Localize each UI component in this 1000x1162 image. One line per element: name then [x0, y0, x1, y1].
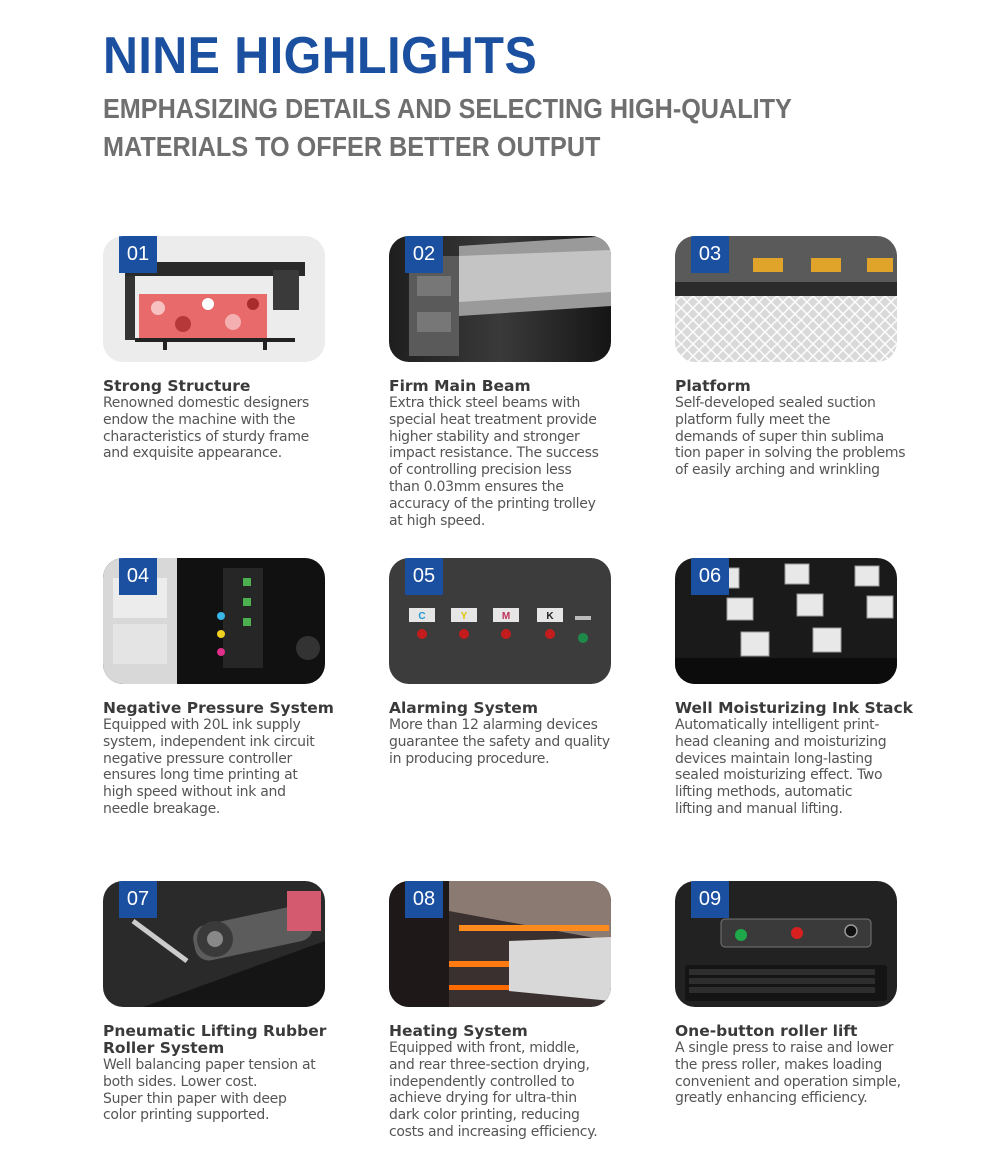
highlight-card-09 — [675, 881, 975, 1107]
panel-label-y: Y — [460, 611, 468, 622]
highlight-title: Alarming System — [389, 699, 538, 717]
steel-beam-photo — [389, 236, 611, 362]
highlight-number: 02 — [405, 236, 443, 273]
highlight-description: Renowned domestic designers endow the machine with the characteristics of sturdy frame and exquisite appearance. — [103, 395, 309, 462]
highlight-number: 04 — [119, 558, 157, 595]
panel-label-m: M — [501, 611, 511, 622]
highlight-description: Automatically intelligent print- head cleaning and moisturizing devices maintain long-lasting sealed moisturizing effect. Two lifting methods, automatic lifting and manual lifting. — [675, 717, 887, 817]
page-title: NINE HIGHLIGHTS — [103, 27, 538, 85]
page-header — [103, 28, 983, 166]
highlight-title: Well Moisturizing Ink Stack — [675, 699, 913, 717]
alarm-panel-photo — [389, 558, 611, 684]
highlight-title: Pneumatic Lifting Rubber Roller System — [103, 1022, 327, 1057]
suction-platform-photo — [675, 236, 897, 362]
page-subtitle: EMPHASIZING DETAILS AND SELECTING HIGH-QUALITY MATERIALS TO OFFER BETTER OUTPUT — [103, 93, 792, 162]
highlight-card-01 — [103, 236, 403, 462]
panel-label-c: C — [418, 611, 426, 622]
ink-stack-photo — [675, 558, 897, 684]
highlight-card-06 — [675, 558, 975, 818]
control-keyboard-photo — [675, 881, 897, 1007]
highlight-description: Well balancing paper tension at both sides. Lower cost. Super thin paper with deep color printing supported. — [103, 1057, 316, 1124]
highlight-title: Strong Structure — [103, 377, 251, 395]
highlight-card-05 — [389, 558, 689, 767]
highlight-title: Platform — [675, 377, 751, 395]
highlight-title: Firm Main Beam — [389, 377, 531, 395]
highlight-description: Equipped with 20L ink supply system, independent ink circuit negative pressure controller ensures long time printing at high speed without ink and needle breakage. — [103, 717, 315, 817]
highlight-card-08 — [389, 881, 689, 1141]
panel-label-k: K — [546, 611, 554, 622]
highlight-card-02 — [389, 236, 689, 529]
printer-machine-photo — [103, 236, 325, 362]
highlight-number: 08 — [405, 881, 443, 918]
ink-supply-photo — [103, 558, 325, 684]
highlight-title: Heating System — [389, 1022, 528, 1040]
highlight-number: 03 — [691, 236, 729, 273]
highlight-number: 07 — [119, 881, 157, 918]
highlight-number: 01 — [119, 236, 157, 273]
highlight-description: Extra thick steel beams with special heat treatment provide higher stability and stronger impact resistance. The success of controlling precision less than 0.03mm ensures the accuracy of the printing trolley at high speed. — [389, 395, 599, 529]
highlight-number: 09 — [691, 881, 729, 918]
highlight-card-07 — [103, 881, 403, 1124]
highlight-card-03 — [675, 236, 975, 479]
highlight-description: More than 12 alarming devices guarantee the safety and quality in producing procedure. — [389, 717, 610, 767]
rubber-roller-photo — [103, 881, 325, 1007]
highlight-card-04 — [103, 558, 403, 818]
highlight-number: 05 — [405, 558, 443, 595]
highlight-title: One-button roller lift — [675, 1022, 858, 1040]
highlight-title: Negative Pressure System — [103, 699, 334, 717]
highlight-description: Equipped with front, middle, and rear three-section drying, independently controlled to achieve drying for ultra-thin dark color printing, reducing costs and increasing efficiency. — [389, 1040, 598, 1140]
highlight-description: A single press to raise and lower the press roller, makes loading convenient and operation simple, greatly enhancing efficiency. — [675, 1040, 901, 1107]
highlight-description: Self-developed sealed suction platform fully meet the demands of super thin sublima tion paper in solving the problems of easily arching and wrinkling — [675, 395, 906, 479]
heater-photo — [389, 881, 611, 1007]
highlight-number: 06 — [691, 558, 729, 595]
